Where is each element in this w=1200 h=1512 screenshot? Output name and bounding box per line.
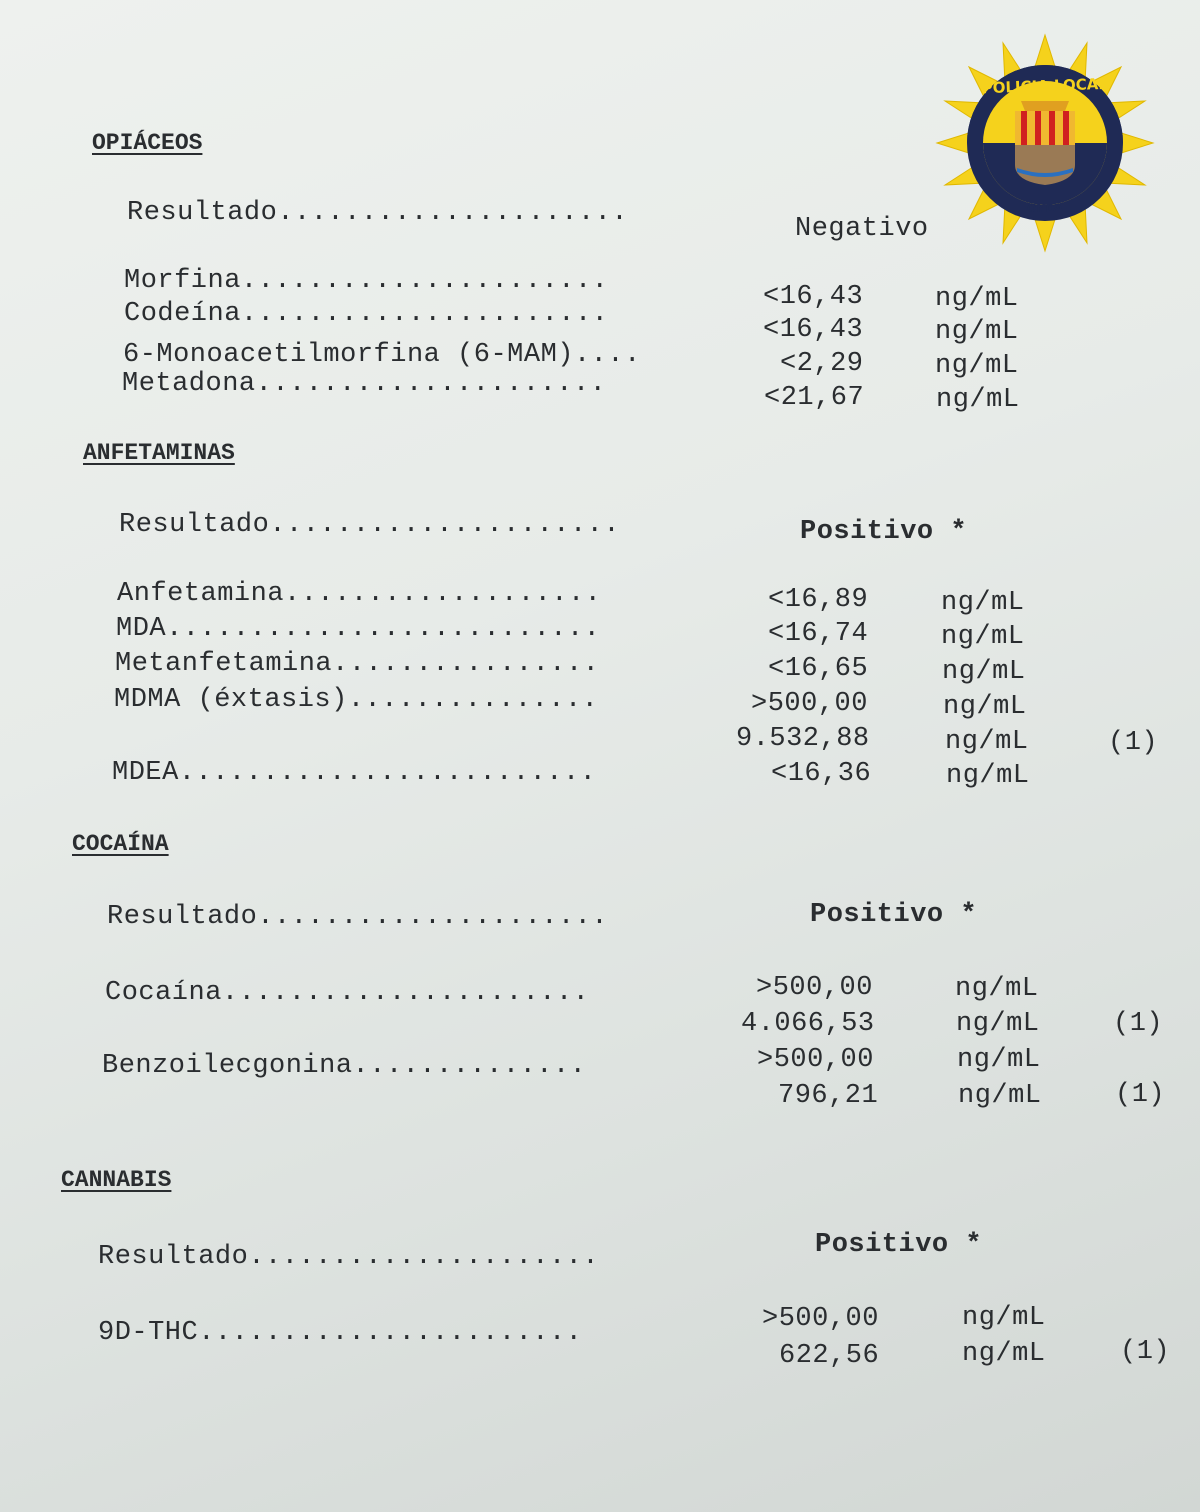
- row-value: 622,56: [779, 1341, 880, 1371]
- policia-local-onda-badge: [935, 33, 1155, 253]
- row-unit: ng/mL: [943, 692, 1027, 722]
- row-label: Codeína......................: [124, 299, 609, 329]
- svg-text:POLICIA LOCAL: POLICIA LOCAL: [981, 74, 1109, 98]
- result-value: Positivo *: [800, 517, 968, 547]
- row-label: Metanfetamina................: [115, 649, 600, 679]
- row-unit: ng/mL: [941, 622, 1025, 652]
- row-unit: ng/mL: [935, 284, 1019, 314]
- result-label: Resultado.....................: [127, 198, 629, 228]
- row-value: <2,29: [780, 349, 864, 379]
- result-label: Resultado.....................: [119, 510, 621, 540]
- row-unit: ng/mL: [935, 317, 1019, 347]
- footnote-ref: (1): [1115, 1080, 1166, 1110]
- row-value: 796,21: [778, 1081, 879, 1111]
- row-unit: ng/mL: [945, 727, 1029, 757]
- row-value: <16,74: [768, 619, 869, 649]
- svg-text:ONDA: ONDA: [1026, 202, 1064, 215]
- row-label: MDMA (éxtasis)...............: [114, 685, 599, 715]
- row-value: <16,36: [771, 759, 872, 789]
- row-unit: ng/mL: [942, 657, 1026, 687]
- row-label: Cocaína......................: [105, 978, 590, 1008]
- section-title-anfetaminas: ANFETAMINAS: [83, 440, 235, 466]
- row-label: Anfetamina...................: [117, 579, 602, 609]
- result-value: Negativo: [795, 214, 929, 244]
- row-label: MDA..........................: [116, 614, 601, 644]
- row-label: 6-Monoacetilmorfina (6-MAM)....: [123, 340, 641, 370]
- row-value: >500,00: [762, 1304, 879, 1334]
- row-unit: ng/mL: [962, 1339, 1046, 1369]
- footnote-ref: (1): [1120, 1337, 1171, 1367]
- row-label: MDEA.........................: [112, 758, 597, 788]
- result-label: Resultado.....................: [98, 1242, 600, 1272]
- row-unit: ng/mL: [941, 588, 1025, 618]
- row-unit: ng/mL: [962, 1303, 1046, 1333]
- row-value: 9.532,88: [736, 724, 870, 754]
- row-label: Morfina......................: [124, 266, 609, 296]
- row-value: <16,43: [763, 315, 864, 345]
- row-unit: ng/mL: [935, 351, 1019, 381]
- row-value: 4.066,53: [741, 1009, 875, 1039]
- row-value: <21,67: [764, 383, 865, 413]
- row-unit: ng/mL: [946, 761, 1030, 791]
- section-title-cannabis: CANNABIS: [61, 1167, 172, 1193]
- result-value: Positivo *: [810, 900, 978, 930]
- section-title-cocaina: COCAÍNA: [72, 831, 169, 857]
- row-unit: ng/mL: [936, 385, 1020, 415]
- row-unit: ng/mL: [955, 974, 1039, 1004]
- row-value: >500,00: [756, 973, 873, 1003]
- row-label: 9D-THC.......................: [98, 1318, 583, 1348]
- row-value: <16,89: [768, 585, 869, 615]
- result-label: Resultado.....................: [107, 902, 609, 932]
- footnote-ref: (1): [1113, 1009, 1164, 1039]
- row-value: >500,00: [751, 689, 868, 719]
- section-title-opiaceos: OPIÁCEOS: [92, 130, 203, 156]
- footnote-ref: (1): [1108, 728, 1159, 758]
- row-unit: ng/mL: [956, 1009, 1040, 1039]
- row-value: >500,00: [757, 1045, 874, 1075]
- row-unit: ng/mL: [958, 1081, 1042, 1111]
- row-label: Benzoilecgonina..............: [102, 1051, 587, 1081]
- result-value: Positivo *: [815, 1230, 983, 1260]
- row-value: <16,43: [763, 282, 864, 312]
- row-value: <16,65: [768, 654, 869, 684]
- row-label: Metadona.....................: [122, 369, 607, 399]
- row-unit: ng/mL: [957, 1045, 1041, 1075]
